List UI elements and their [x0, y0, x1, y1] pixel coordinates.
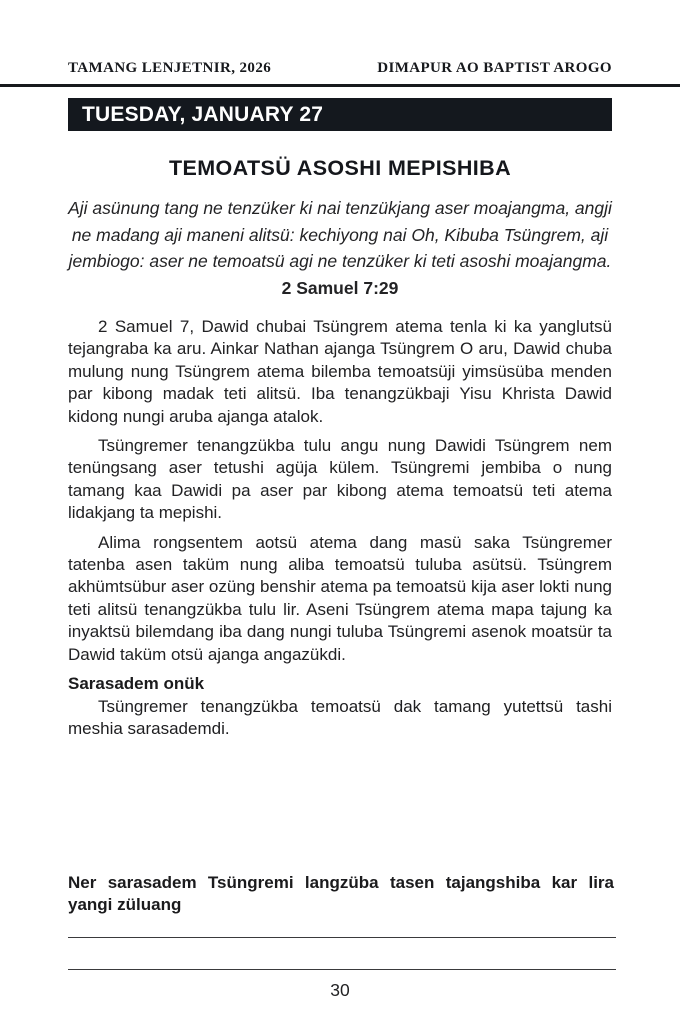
devotion-body: [68, 316, 612, 666]
body-paragraph-1: 2 Samuel 7, Dawid chubai Tsüngrem atema tenla ki ka yanglutsü tejangraba ka aru. Ainkar Nathan ajanga Tsüngrem O aru, Dawid chuba mulung nung Tsüngrem atema bilemba temoatsüji yimsüsüba menden par kibong madak teti alitsü. Iba tenangzükbaji Yisu Khrista Dawid kidong nungi aruba ajanga atalok.: [68, 317, 612, 426]
prayer-body: [68, 696, 612, 741]
header-right-title: DIMAPUR AO BAPTIST AROGO: [377, 60, 612, 76]
scripture-reference: 2 Samuel 7:29: [281, 277, 399, 298]
date-banner-label: TUESDAY, JANUARY 27: [82, 102, 324, 126]
writing-line-2: [68, 969, 616, 970]
scripture-verse-text: Aji asünung tang ne tenzüker ki nai tenzükjang aser moajangma, angji ne madang aji maneni alitsü: kechiyong nai Oh, Kibuba Tsüngrem, aji jembiogo: aser ne temoatsü agi ne tenzüker ki teti asoshi moajangma.: [68, 198, 612, 271]
body-paragraph-2: Tsüngremer tenangzükba tulu angu nung Dawidi Tsüngrem nem tenüngsang aser tetushi agüja külem. Tsüngremi jembiba o nung tamang kaa Dawidi pa aser par kibong atema temoatsü teti atema lidakjang ta mepishi.: [68, 436, 612, 523]
body-paragraph-3: Alima rongsentem aotsü atema dang masü saka Tsüngremer tatenba asen taküm nung aliba temoatsü tuluba asütsü. Tsüngrem akhümtsübur aser ozüng benshir atema pa temoatsü kija aser lokti nung teti alitsü tenangzükba tulu lir. Aseni Tsüngrem atema mapa tajung ka inyaktsü bilemdang iba dang nungi tuluba Tsüngremi asenok moatsür ta Dawid taküm otsü ajanga angazükdi.: [68, 532, 612, 664]
header-rule: [0, 84, 680, 87]
running-header: [68, 0, 612, 77]
prayer-paragraph: Tsüngremer tenangzükba temoatsü dak tamang yutettsü tashi meshia sarasademdi.: [68, 696, 612, 738]
scripture-verse: [66, 195, 614, 301]
writing-line-1: [68, 937, 616, 938]
date-banner: [68, 98, 612, 131]
reflection-note: Ner sarasadem Tsüngremi langzüba tasen tajangshiba kar lira yangi züluang: [68, 873, 614, 915]
header-left-title: TAMANG LENJETNIR, 2026: [68, 60, 272, 76]
prayer-heading: Sarasadem onük: [68, 674, 205, 694]
devotion-title: TEMOATSÜ ASOSHI MEPISHIBA: [168, 156, 512, 180]
page-number: 30: [330, 980, 350, 1000]
